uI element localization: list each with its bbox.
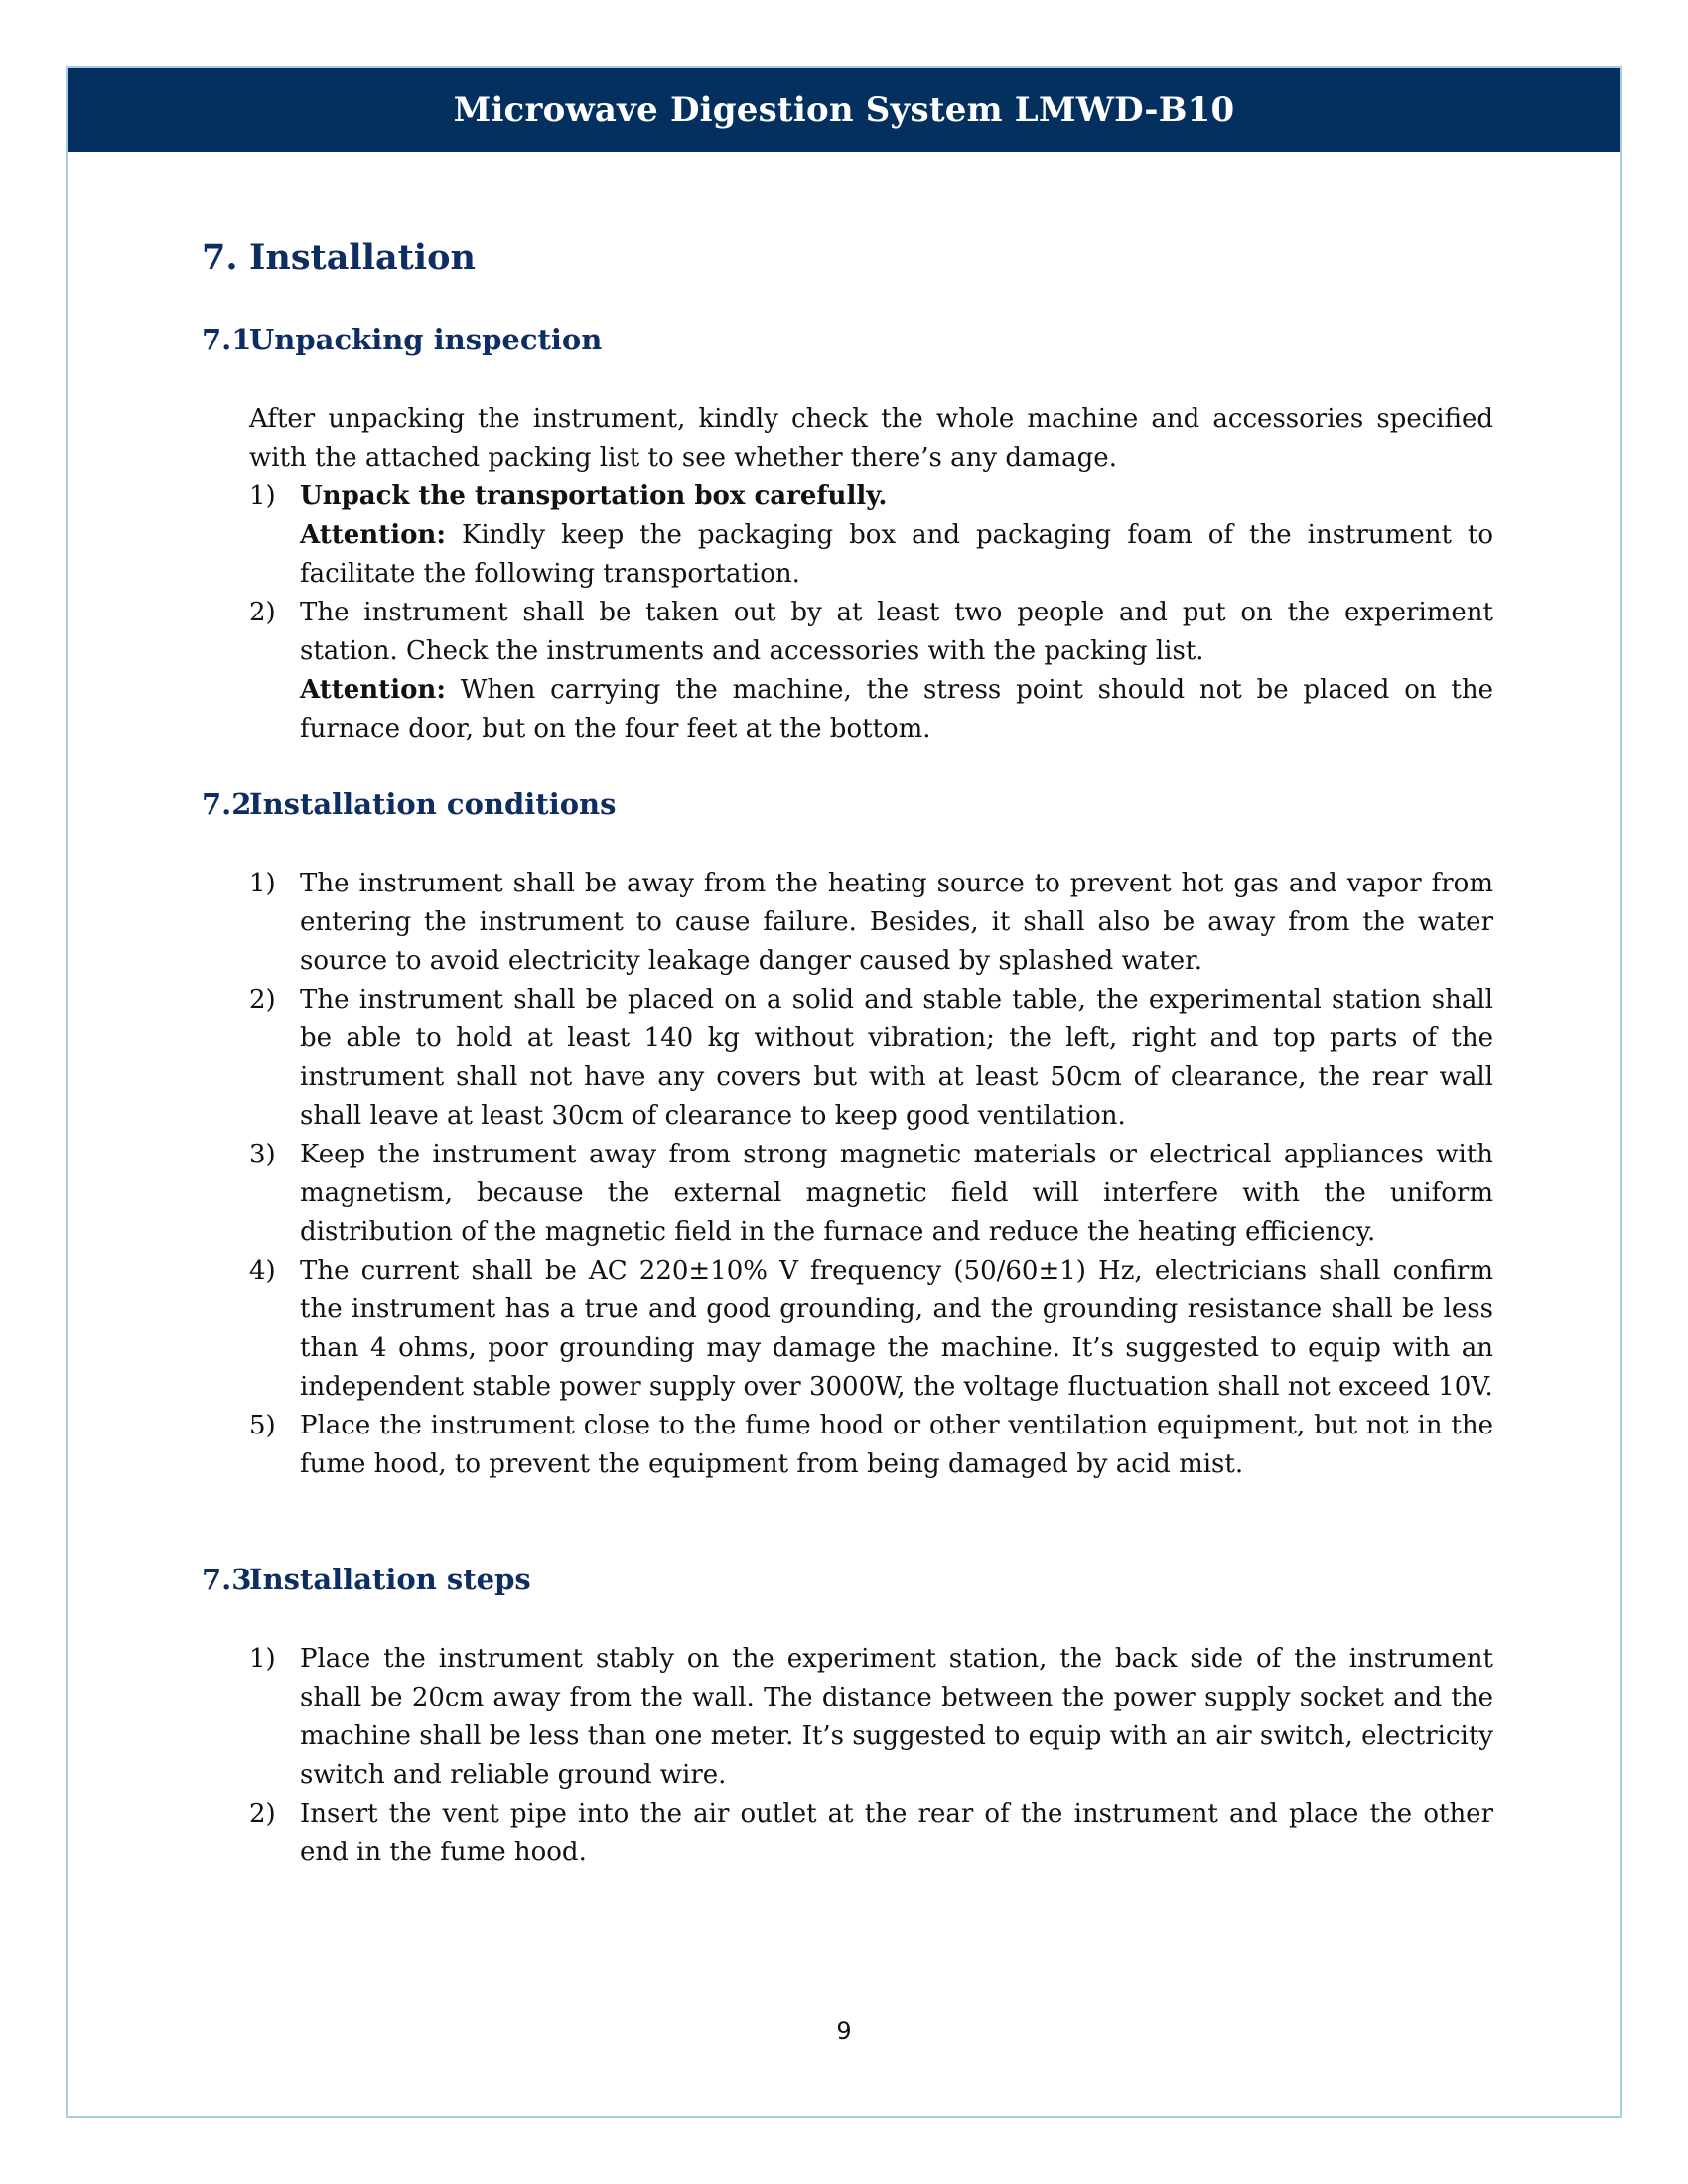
attention-text: When carrying the machine, the stress point should not be placed on the furnace door, but on the four feet at the bottom. [300,675,1494,744]
list-item [249,981,1493,1136]
attention-label: Attention: [300,520,446,550]
attention-label: Attention: [300,675,446,705]
list-item-text: Place the instrument stably on the experiment station, the back side of the instrument shall be 20cm away from the wall. The distance between the power supply socket and the machine shall be less than one meter. It’s suggested to equip with an air switch, electricity switch and reliable ground wire. [300,1644,1493,1790]
list-item [249,478,1493,594]
list-item [249,1252,1493,1407]
list-marker: 5) [249,1411,276,1440]
list-item-text: The instrument shall be away from the heating source to prevent hot gas and vapor from entering the instrument to cause failure. Besides, it shall also be away from the water source to avoid electricity leakage danger caused by splashed water. [300,869,1493,976]
conditions-list [249,865,1493,1484]
subsection-title: Installation conditions [249,787,617,821]
list-marker: 1) [249,1644,276,1674]
unpacking-list [249,478,1493,749]
list-item [249,1136,1493,1252]
steps-list [249,1640,1493,1872]
section-heading [202,237,476,278]
list-item-text: The instrument shall be taken out by at least two people and put on the experiment station. Check the instruments and accessories with the packing list. [300,598,1493,666]
list-item-text: Place the instrument close to the fume hood or other ventilation equipment, but not in the fume hood, to prevent the equipment from being damaged by acid mist. [300,1411,1493,1479]
list-item [249,594,1493,749]
list-item-text: The current shall be AC 220±10% V frequency (50/60±1) Hz, electricians shall confirm the instrument has a true and good grounding, and the grounding resistance shall be less than 4 ohms, poor grounding may damage the machine. It’s suggested to equip with an independent stable power supply over 3000W, the voltage fluctuation shall not exceed 10V. [300,1256,1493,1402]
attention-text: Kindly keep the packaging box and packaging foam of the instrument to facilitate the following transportation. [300,520,1494,589]
list-item [249,1407,1493,1484]
section-title: Installation [249,237,476,278]
list-marker: 4) [249,1256,276,1286]
list-marker: 2) [249,985,276,1015]
document-title: Microwave Digestion System LMWD-B10 [453,89,1235,130]
subsection-number: 7.1 [202,323,252,356]
subsection-title: Unpacking inspection [249,323,603,356]
list-item [249,1640,1493,1795]
list-marker: 3) [249,1140,276,1169]
list-item [249,865,1493,981]
list-marker: 2) [249,598,276,627]
list-marker: 1) [249,481,276,511]
subsection-title: Installation steps [249,1563,531,1596]
subsection-number: 7.2 [202,787,252,821]
list-item-text: The instrument shall be placed on a solid and stable table, the experimental station shall be able to hold at least 140 kg without vibration; the left, right and top parts of the instrument shall not have any covers but with at least 50cm of clearance, the rear wall shall leave at least 30cm of clearance to keep good ventilation. [300,985,1493,1131]
list-marker: 2) [249,1799,276,1829]
list-item-text: Insert the vent pipe into the air outlet at the rear of the instrument and place the other end in the fume hood. [300,1799,1493,1867]
page-number: 9 [836,2017,852,2045]
list-item [249,1795,1493,1872]
list-item-text: Keep the instrument away from strong magnetic materials or electrical appliances with magnetism, because the external magnetic field will interfere with the uniform distribution of the magnetic field in the furnace and reduce the heating efficiency. [300,1140,1493,1247]
unpacking-intro: After unpacking the instrument, kindly check the whole machine and accessories specified with the attached packing list to see whether there’s any damage. [249,404,1493,473]
list-marker: 1) [249,869,276,898]
subsection-heading-conditions [202,787,616,821]
subsection-number: 7.3 [202,1563,252,1596]
list-item-lead: Unpack the transportation box carefully. [300,481,888,511]
section-number: 7. [202,237,238,278]
subsection-heading-unpacking [202,323,602,356]
subsection-heading-steps [202,1563,531,1596]
